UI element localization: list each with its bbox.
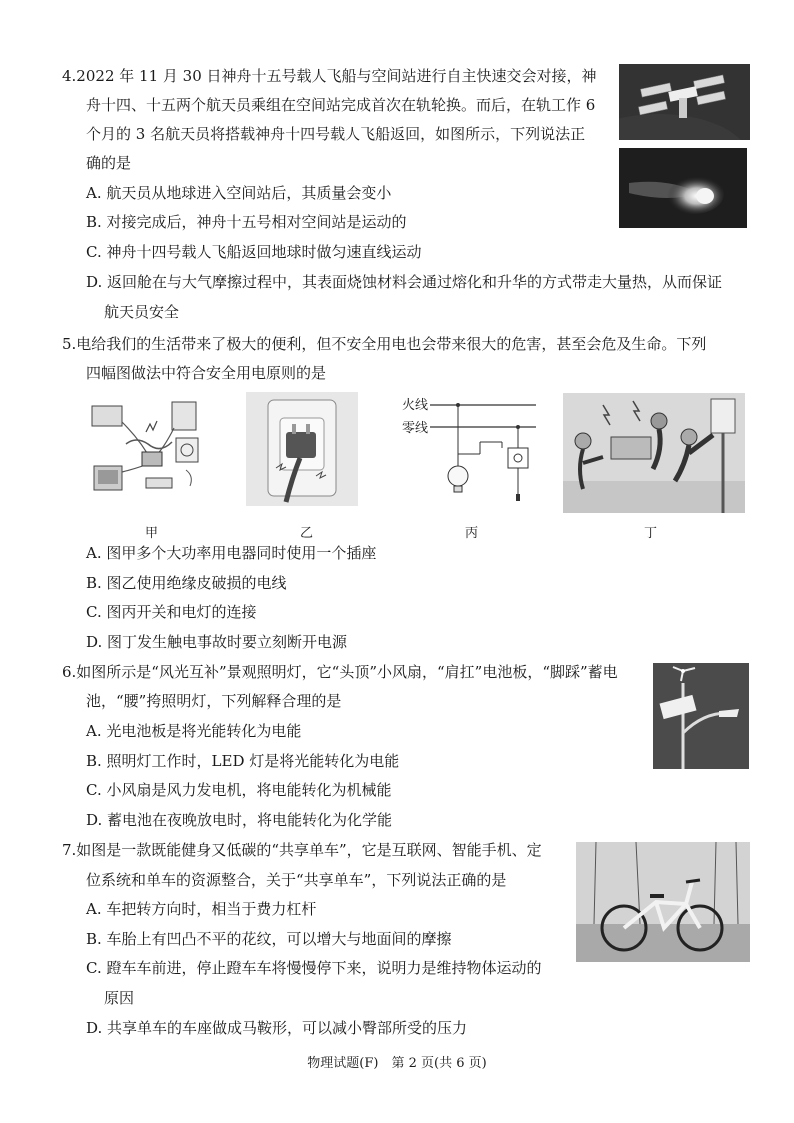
q5-option-d: D. 图丁发生触电事故时要立刻断开电源: [86, 633, 348, 651]
q5-stem-line-1: 5.电给我们的生活带来了极大的便利，但不安全用电也会带来很大的危害，甚至会危及生命。下列: [62, 335, 707, 353]
figure-label-yi: 乙: [300, 526, 314, 541]
q5-stem-line-2: 四幅图做法中符合安全用电原则的是: [86, 364, 327, 382]
q5-option-a: A. 图甲多个大功率用电器同时使用一个插座: [86, 544, 377, 562]
q7-option-c: C. 蹬车车前进，停止蹬车车将慢慢停下来，说明力是维持物体运动的: [86, 959, 542, 977]
figure-bing-circuit: [430, 396, 536, 508]
q6-option-c: C. 小风扇是风力发电机，将电能转化为机械能: [86, 781, 392, 799]
q7-option-a: A. 车把转方向时，相当于费力杠杆: [86, 900, 317, 918]
q4-option-b: B. 对接完成后，神舟十五号相对空间站是运动的: [86, 213, 407, 231]
figure-yi-damaged-wire: [246, 392, 358, 506]
q7-option-c-cont: 原因: [104, 989, 135, 1007]
q4-option-c: C. 神舟十四号载人飞船返回地球时做匀速直线运动: [86, 243, 422, 261]
q4-stem-line-4: 确的是: [86, 154, 132, 172]
q4-stem-line-1: 4.2022 年 11 月 30 日神舟十五号载人飞船与空间站进行自主快速交会对接，神: [62, 67, 597, 85]
q4-stem-line-2: 舟十四、十五两个航天员乘组在空间站完成首次在轨轮换。而后，在轨工作 6: [86, 96, 596, 114]
q6-stem-line-2: 池，“腰”挎照明灯，下列解释合理的是: [86, 692, 342, 710]
q5-option-c: C. 图丙开关和电灯的连接: [86, 603, 257, 621]
q6-option-d: D. 蓄电池在夜晚放电时，将电能转化为化学能: [86, 811, 393, 829]
figure-jia-overloaded-socket: [86, 392, 212, 504]
figure-label-ding: 丁: [644, 526, 658, 541]
q7-stem-line-1: 7.如图是一款既能健身又低碳的“共享单车”，它是互联网、智能手机、定: [62, 841, 542, 859]
q6-stem-line-1: 6.如图所示是“风光互补”景观照明灯，它“头顶”小风扇，“肩扛”电池板，“脚踩”蓄电: [62, 663, 618, 681]
figure-label-jia: 甲: [145, 526, 159, 541]
page-footer: 物理试题(F) 第 2 页(共 6 页): [307, 1056, 487, 1071]
q4-option-a: A. 航天员从地球进入空间站后，其质量会变小: [86, 184, 392, 202]
q6-option-a: A. 光电池板是将光能转化为电能: [86, 722, 302, 740]
live-wire-label: 火线: [402, 398, 429, 413]
q7-stem-line-2: 位系统和单车的资源整合，关于“共享单车”，下列说法正确的是: [86, 871, 507, 889]
q4-option-d: D. 返回舱在与大气摩擦过程中，其表面烧蚀材料会通过熔化和升华的方式带走大量热，从而保证: [86, 273, 723, 291]
q7-option-d: D. 共享单车的车座做成马鞍形，可以减小臀部所受的压力: [86, 1019, 468, 1037]
figure-label-bing: 丙: [465, 526, 479, 541]
q4-option-d-cont: 航天员安全: [104, 303, 180, 321]
reentry-capsule-image: [619, 148, 747, 228]
q7-option-b: B. 车胎上有凹凸不平的花纹，可以增大与地面间的摩擦: [86, 930, 452, 948]
space-station-image: [619, 64, 750, 140]
shared-bicycle-image: [576, 842, 750, 962]
q5-option-b: B. 图乙使用绝缘皮破损的电线: [86, 574, 287, 592]
neutral-wire-label: 零线: [402, 421, 429, 436]
wind-solar-street-lamp-image: [653, 663, 749, 769]
figure-ding-electric-shock-rescue: [563, 393, 745, 513]
q4-stem-line-3: 个月的 3 名航天员将搭载神舟十四号载人飞船返回，如图所示，下列说法正: [86, 125, 586, 143]
q6-option-b: B. 照明灯工作时，LED 灯是将光能转化为电能: [86, 752, 400, 770]
